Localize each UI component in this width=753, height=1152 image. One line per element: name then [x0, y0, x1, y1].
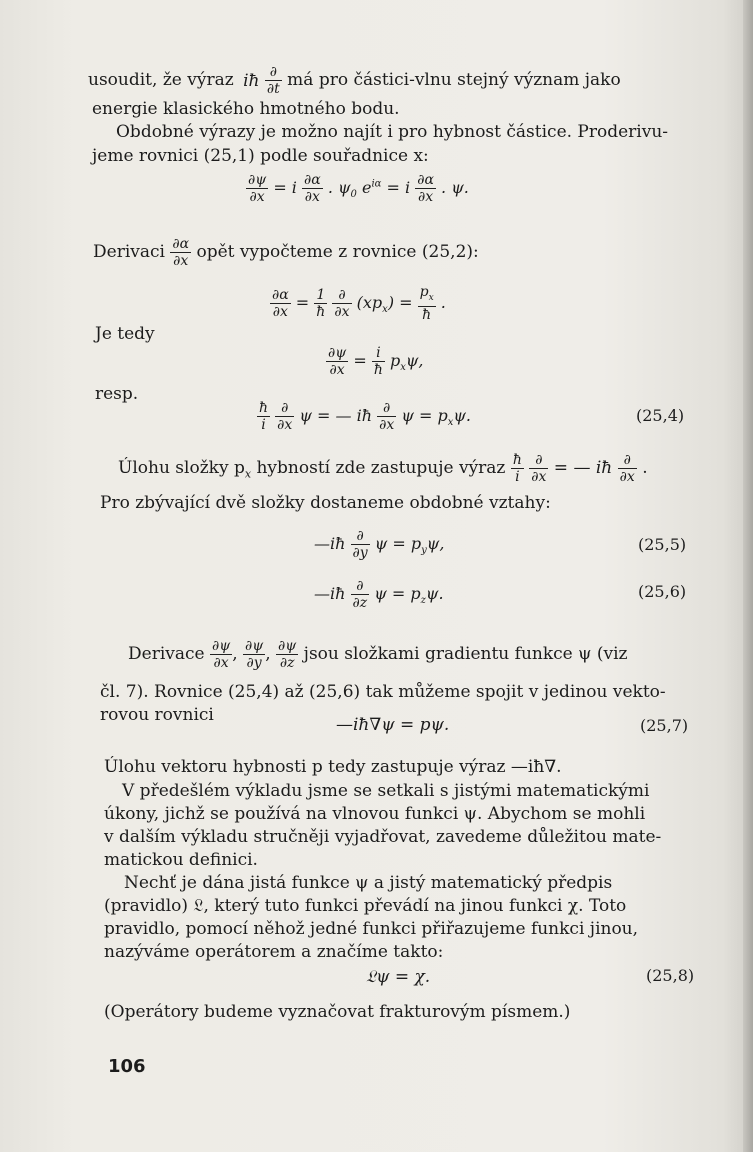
fraction-numerator: ∂ψ: [211, 638, 231, 654]
text-line: [118, 452, 648, 485]
fraction-denominator: ∂x: [531, 469, 547, 485]
fraction-numerator: ∂ψ: [245, 638, 264, 654]
text-line: V předešlém výkladu jsme se setkali s jistými matematickými: [122, 781, 650, 801]
equation-label: (25,6): [638, 582, 687, 601]
fraction: [246, 172, 268, 205]
fraction: [511, 452, 524, 485]
math-subscript: x: [400, 362, 406, 374]
fraction: [314, 287, 327, 320]
fraction-numerator: ∂: [332, 287, 351, 304]
equation-label: (25,8): [646, 966, 695, 985]
equation-3: [326, 345, 423, 378]
fraction-denominator: ∂y: [352, 545, 368, 561]
fraction-denominator: ħ: [316, 303, 326, 320]
fraction-denominator: ∂x: [277, 417, 293, 433]
fraction-numerator: ∂: [377, 400, 396, 417]
text-line: matickou definici.: [104, 850, 258, 870]
fraction-denominator: ∂y: [246, 655, 262, 671]
math-term: .: [440, 292, 446, 312]
math-operator: =: [353, 351, 367, 370]
fraction-denominator: ∂x: [379, 417, 395, 433]
math-subscript: x: [244, 467, 252, 481]
math-term: . ψ: [327, 178, 351, 197]
page-number: 106: [108, 1056, 146, 1077]
math-term: —iħ: [314, 534, 346, 553]
page-edge-shadow: [743, 0, 753, 1152]
fraction: [529, 452, 548, 485]
fraction: [243, 638, 265, 671]
text-line: resp.: [95, 384, 139, 404]
fraction: [351, 528, 370, 561]
fraction-denominator: ∂x: [418, 189, 434, 205]
fraction-numerator: i: [372, 345, 385, 362]
fraction: [276, 638, 298, 671]
math-term: ,: [265, 644, 271, 664]
math-subscript: x: [428, 292, 434, 303]
math-term: ψ = p: [374, 584, 421, 603]
math-term: ψ.: [453, 406, 471, 425]
fraction-denominator: ∂z: [352, 595, 368, 611]
math-term: ψ.: [425, 584, 444, 603]
math-term: e: [362, 178, 372, 197]
math-term: p: [389, 351, 401, 370]
fraction: [275, 400, 294, 433]
math-subscript: x: [447, 417, 454, 429]
fraction-numerator: [418, 284, 436, 307]
text-line: pravidlo, pomocí něhož jedné funkci přiřazujeme funkci jinou,: [104, 919, 639, 939]
text-line: [93, 236, 479, 269]
fraction: [372, 345, 385, 378]
fraction: [618, 452, 637, 485]
math-term: p: [419, 284, 429, 300]
math-operator: = i: [386, 178, 411, 197]
fraction-denominator: ħ: [373, 362, 383, 378]
math-superscript: iα: [371, 178, 382, 190]
fraction-denominator: ∂x: [213, 655, 229, 671]
math-term: .: [642, 458, 648, 478]
math-operator: =: [295, 292, 310, 312]
equation-1: $\frac{\partial\psi}{\partial x}$ = i $\frac{\partial\alpha}{\partial x}$ . $\psi_0$ $e^{i\alpha} = i$ $\frac{\partial\alpha}{\partial x}$ . ψ.: [248, 172, 469, 205]
fraction-numerator: ∂: [351, 528, 370, 545]
math-symbol: iħ: [243, 70, 260, 91]
text-line: nazýváme operátorem a značíme takto:: [104, 942, 444, 962]
text-line: rovou rovnici: [100, 705, 214, 725]
text-line: Pro zbývající dvě složky dostaneme obdobné vztahy:: [100, 493, 551, 513]
fraction: [210, 638, 232, 671]
math-term: ) =: [387, 292, 413, 312]
text-line: Nechť je dána jistá funkce ψ a jistý matematický předpis: [124, 873, 613, 893]
math-term: . ψ.: [441, 178, 469, 197]
fraction-denominator: ∂x: [272, 303, 288, 320]
fraction-numerator: ∂: [351, 578, 370, 595]
text-line: energie klasického hmotného bodu.: [92, 99, 400, 119]
math-term: ,: [232, 644, 238, 664]
fraction-numerator: ∂: [275, 400, 294, 417]
math-operator: = i: [273, 178, 297, 197]
equation-2: [270, 284, 446, 323]
equation-8: 𝔏ψ = χ.: [366, 967, 431, 987]
fraction-denominator: i: [261, 417, 266, 433]
fraction-numerator: ∂ψ: [248, 172, 267, 188]
fraction: [270, 287, 291, 320]
math-term: = — iħ: [553, 458, 613, 478]
equation-6: [314, 578, 444, 611]
fraction-denominator: ∂z: [279, 655, 295, 671]
fraction-denominator: ħ: [422, 306, 432, 323]
equation-5: [314, 528, 444, 561]
fraction-numerator: ∂α: [417, 172, 434, 188]
fraction-denominator: ∂x: [173, 253, 189, 269]
fraction-numerator: ∂α: [172, 236, 190, 252]
text-segment: Derivace: [128, 644, 205, 664]
fraction: [302, 172, 323, 205]
fraction-denominator: ∂x: [304, 189, 320, 205]
fraction-numerator: 1: [314, 287, 327, 304]
math-term: (xp: [356, 292, 383, 312]
fraction: [418, 284, 436, 323]
fraction-numerator: ∂: [618, 452, 637, 469]
text-segment: má pro částici-vlnu stejný význam jako: [287, 70, 621, 90]
math-term: ψ = — iħ: [299, 406, 372, 425]
text-segment: opět vypočteme z rovnice (25,2):: [196, 242, 479, 262]
text-segment: jsou složkami gradientu funkce ψ (viz: [303, 644, 628, 664]
text-segment: Derivaci: [93, 242, 165, 262]
text-line: Úlohu vektoru hybnosti p tedy zastupuje výraz —iħ∇.: [104, 757, 562, 777]
fraction: [377, 400, 396, 433]
math-subscript: y: [421, 545, 427, 557]
fraction-numerator: ∂: [265, 64, 282, 81]
equation-7: —iħ∇ψ = pψ.: [336, 715, 450, 735]
math-subscript: x: [382, 304, 388, 316]
text-line: [128, 638, 628, 671]
math-term: ψ = p: [374, 534, 422, 553]
text-line: (pravidlo) 𝔏, který tuto funkci převádí na jinou funkci χ. Toto: [104, 896, 627, 916]
math-term: ψ = p: [401, 406, 448, 425]
math-term: ψ,: [405, 351, 424, 370]
fraction-numerator: ħ: [259, 400, 269, 416]
text-line: [88, 64, 621, 97]
text-line: (Operátory budeme vyznačovat frakturovým písmem.): [104, 1002, 571, 1022]
text-segment: Úlohu složky p: [118, 458, 245, 478]
text-line: úkony, jichž se používá na vlnovou funkci ψ. Abychom se mohli: [104, 804, 646, 824]
fraction: [332, 287, 351, 320]
text-line: jeme rovnici (25,1) podle souřadnice x:: [92, 146, 429, 166]
text-segment: hybností zde zastupuje výraz: [256, 458, 506, 478]
fraction-numerator: ∂: [529, 452, 548, 469]
fraction-denominator: ∂t: [266, 81, 280, 97]
fraction: [170, 236, 191, 269]
equation-label: (25,7): [640, 716, 689, 735]
fraction-numerator: ∂α: [272, 286, 289, 303]
fraction-numerator: ħ: [512, 452, 522, 468]
text-line: v dalším výkladu stručněji vyjadřovat, zavedeme důležitou mate-: [104, 827, 662, 847]
fraction-numerator: ∂α: [304, 172, 321, 188]
fraction-denominator: ∂x: [334, 303, 350, 320]
fraction-ih-d-dt: [243, 70, 259, 91]
equation-label: (25,5): [638, 535, 687, 554]
text-line: Je tedy: [95, 324, 155, 344]
equation-4: [257, 400, 471, 433]
text-segment: usoudit, že výraz: [88, 70, 234, 90]
fraction: [415, 172, 436, 205]
math-term: ψ,: [426, 534, 445, 553]
fraction-denominator: ∂x: [249, 189, 265, 205]
fraction-numerator: ∂ψ: [328, 345, 347, 361]
fraction-denominator: ∂x: [329, 362, 345, 378]
fraction-d-dt: [265, 64, 282, 97]
fraction: [326, 345, 348, 378]
fraction: [351, 578, 370, 611]
fraction-denominator: ∂x: [619, 469, 635, 485]
equation-label: (25,4): [636, 406, 685, 425]
math-term: —iħ: [314, 584, 346, 603]
text-line: Obdobné výrazy je možno najít i pro hybnost částice. Proderivu-: [116, 122, 669, 142]
fraction-denominator: i: [515, 469, 520, 485]
math-subscript: z: [420, 595, 426, 607]
fraction-numerator: ∂ψ: [278, 638, 297, 654]
text-line: čl. 7). Rovnice (25,4) až (25,6) tak můžeme spojit v jedinou vekto-: [100, 682, 666, 702]
fraction: [257, 400, 270, 433]
